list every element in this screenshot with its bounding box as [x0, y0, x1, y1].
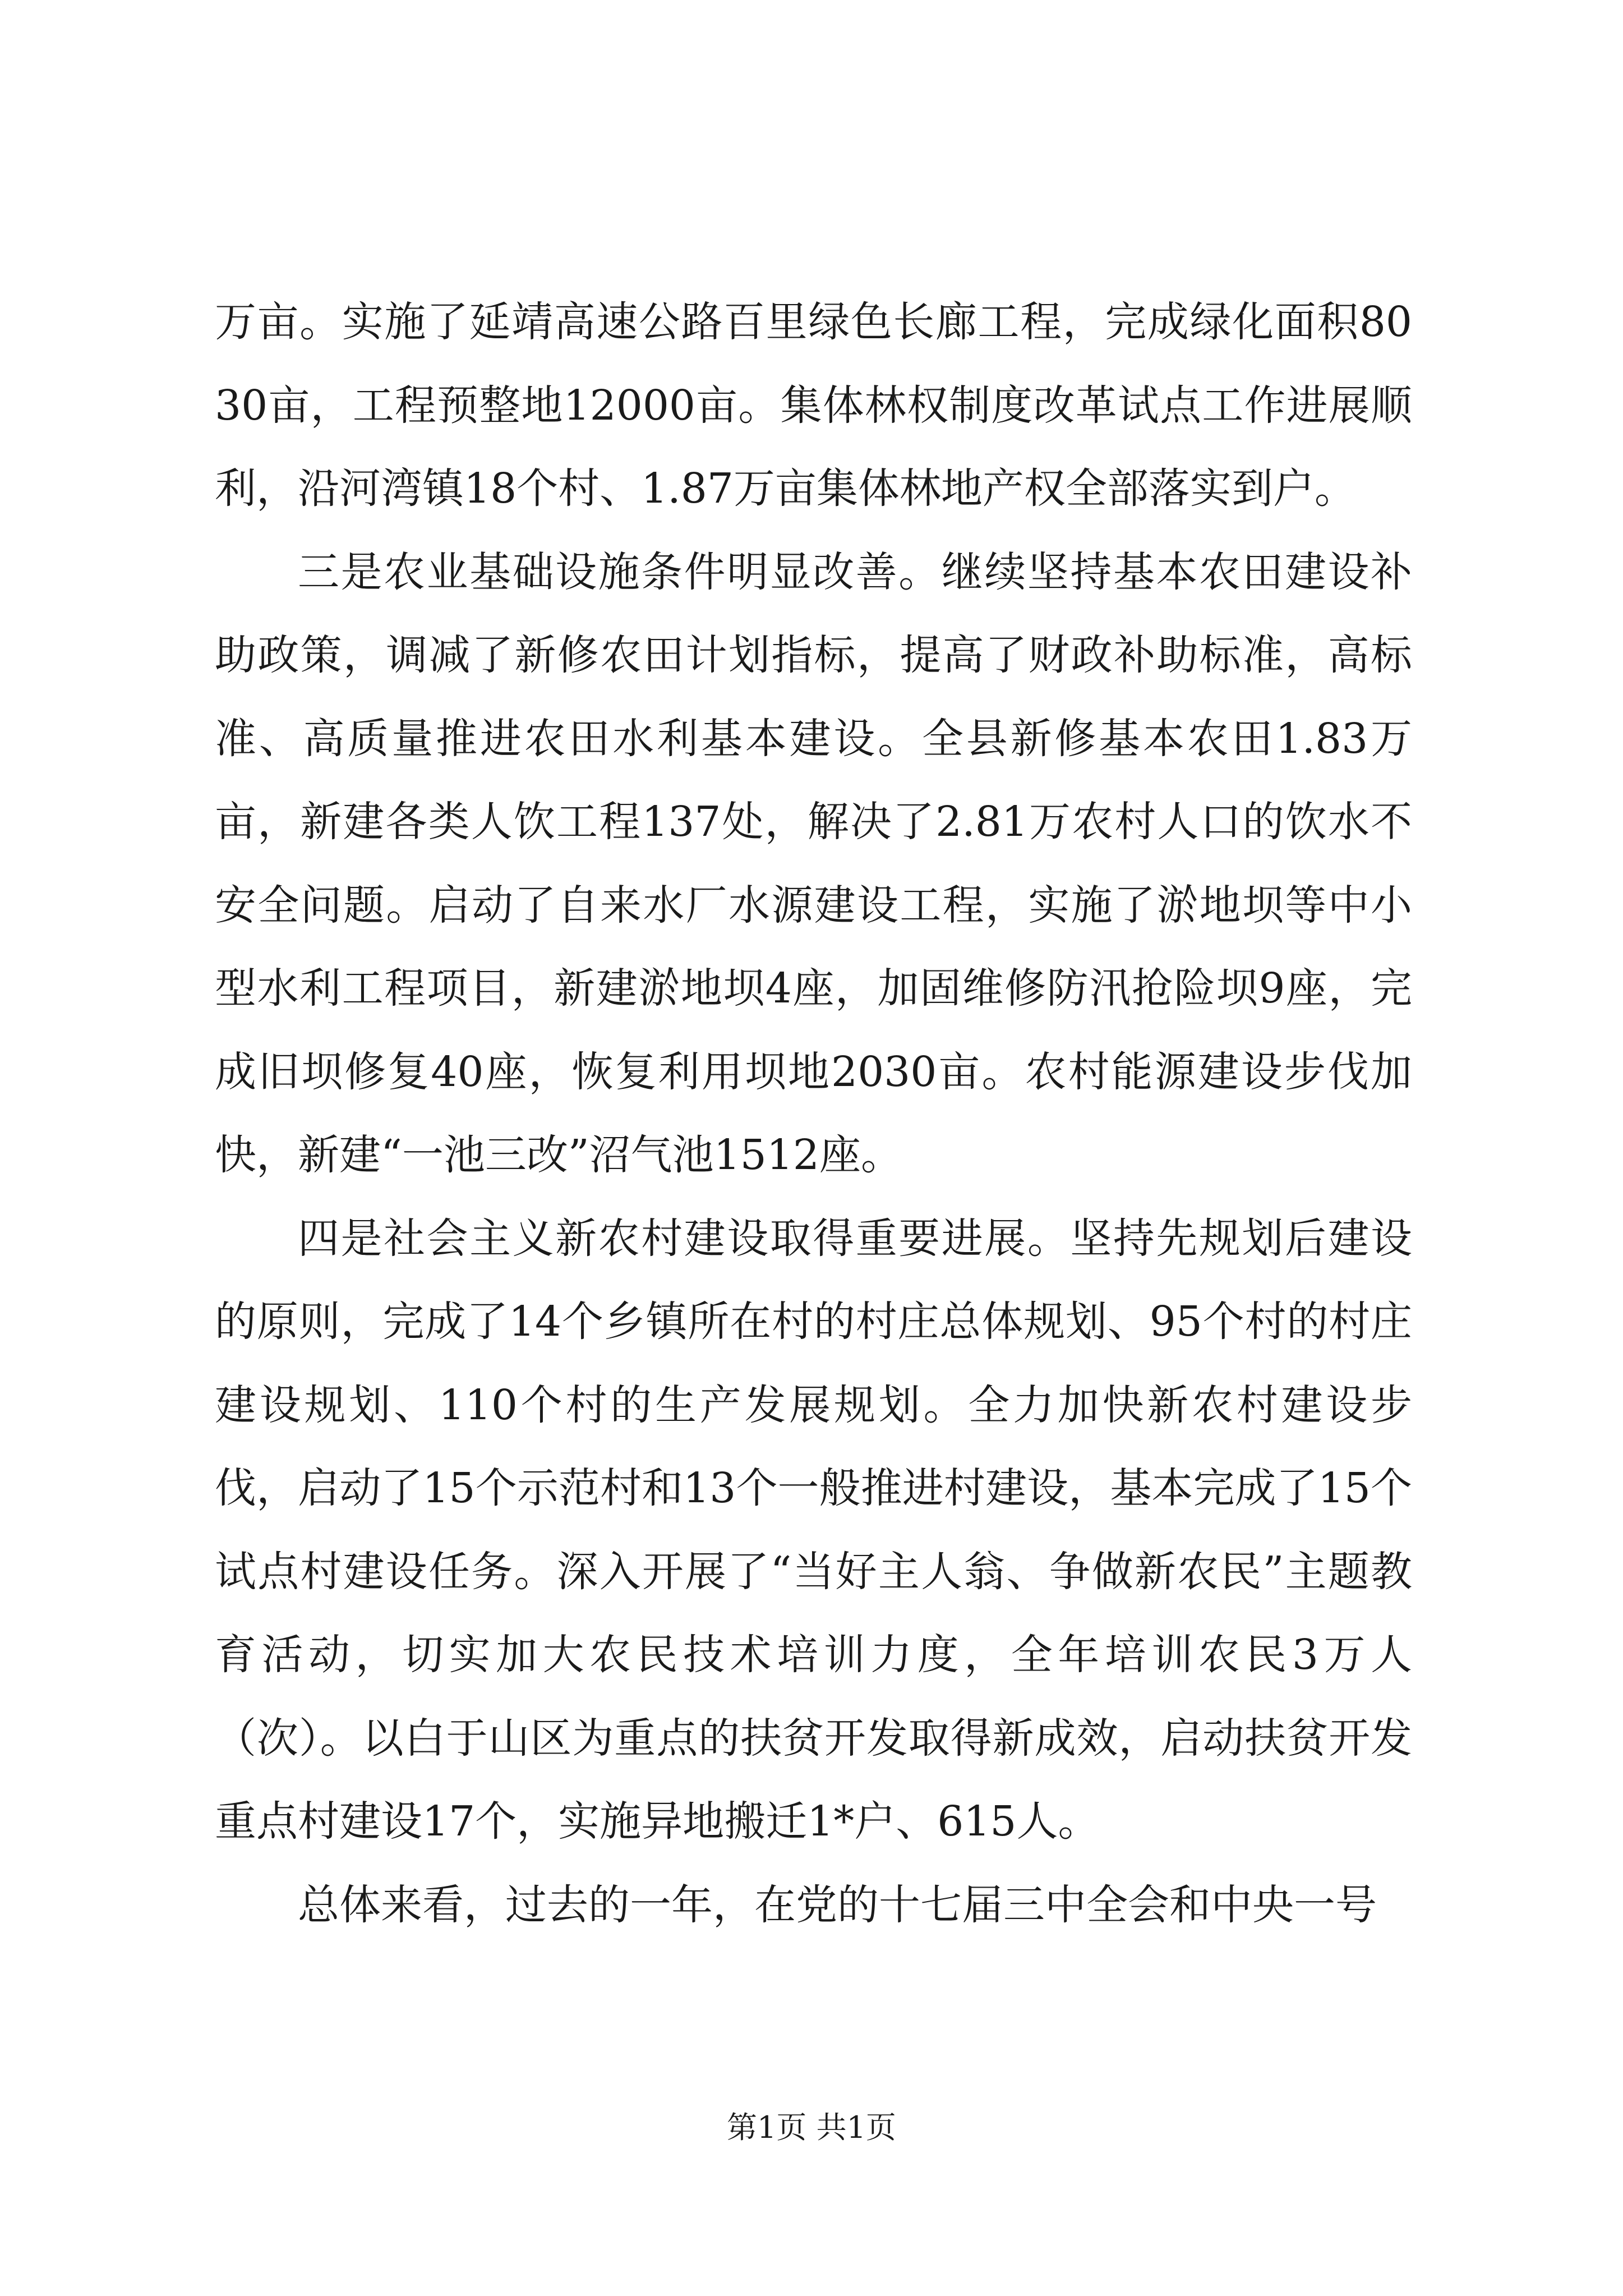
paragraph-1: 万亩。实施了延靖高速公路百里绿色长廊工程，完成绿化面积8030亩，工程预整地12000亩。集体林权制度改革试点工作进展顺利，沿河湾镇18个村、1.87万亩集体林地产权全部落实到户。	[215, 298, 1412, 513]
paragraph-2: 三是农业基础设施条件明显改善。继续坚持基本农田建设补助政策，调减了新修农田计划指标，提高了财政补助标准，高标准、高质量推进农田水利基本建设。全县新修基本农田1.83万亩，新建各类人饮工程137处，解决了2.81万农村人口的饮水不安全问题。启动了自来水厂水源建设工程，实施了淤地坝等中小型水利工程项目，新建淤地坝4座，加固维修防汛抢险坝9座，完成旧坝修复40座，恢复利用坝地2030亩。农村能源建设步伐加快，新建“一池三改”沼气池1512座。	[215, 547, 1412, 1179]
paragraph-4: 总体来看，过去的一年，在党的十七届三中全会和中央一号	[298, 1880, 1377, 1929]
document-body	[215, 280, 1412, 1947]
page-footer: 第1页 共1页	[727, 2110, 896, 2145]
paragraph-3: 四是社会主义新农村建设取得重要进展。坚持先规划后建设的原则，完成了14个乡镇所在村的村庄总体规划、95个村的村庄建设规划、110个村的生产发展规划。全力加快新农村建设步伐，启动了15个示范村和13个一般推进村建设，基本完成了15个试点村建设任务。深入开展了“当好主人翁、争做新农民”主题教育活动，切实加大农民技术培训力度，全年培训农民3万人（次）。以白于山区为重点的扶贫开发取得新成效，启动扶贫开发重点村建设17个，实施异地搬迁1*户、615人。	[215, 1214, 1412, 1846]
